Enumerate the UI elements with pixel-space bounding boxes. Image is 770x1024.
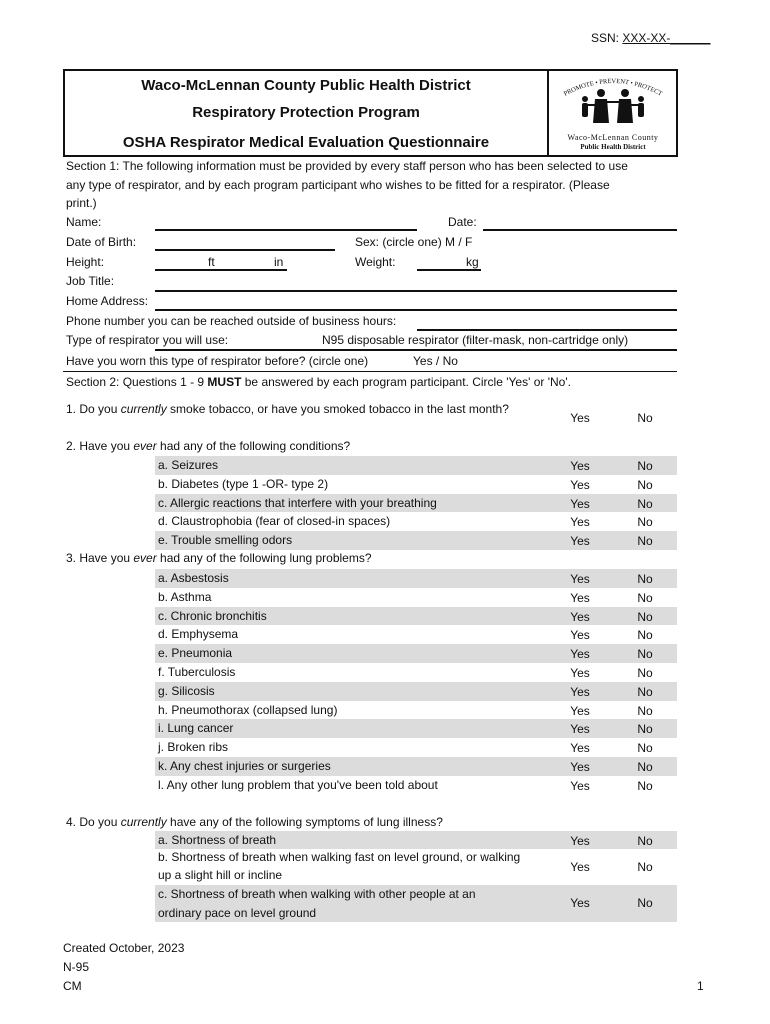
q2-item-1-no[interactable]: No <box>637 477 653 492</box>
name-label: Name: <box>66 215 102 229</box>
job-title-label: Job Title: <box>66 274 115 288</box>
q4-item-c-line2: ordinary pace on level ground <box>158 906 317 920</box>
sex-label: Sex: (circle one) M / F <box>355 235 473 249</box>
q3-item-5-yes[interactable]: Yes <box>570 666 590 680</box>
logo-name: Waco-McLennan County <box>567 133 659 142</box>
q2-item-0-no[interactable]: No <box>637 459 653 473</box>
q2-item-1-yes[interactable]: Yes <box>570 477 590 492</box>
q1-yes[interactable]: Yes <box>570 411 590 425</box>
footer-code: N-95 <box>63 960 90 974</box>
q4c-no[interactable]: No <box>637 896 653 910</box>
q3-item-7: h. Pneumothorax (collapsed lung) <box>158 702 338 717</box>
q2-item-4-yes[interactable]: Yes <box>570 534 590 549</box>
header-divider <box>547 71 549 155</box>
q2-item-0-yes[interactable]: Yes <box>570 459 590 473</box>
q4c-yes[interactable]: Yes <box>570 896 590 910</box>
address-label: Home Address: <box>66 294 149 308</box>
q4a-yes[interactable]: Yes <box>570 834 590 848</box>
org-name: Waco-McLennan County Public Health District <box>141 77 471 94</box>
q3-item-11-yes[interactable]: Yes <box>570 778 590 793</box>
q4b-no[interactable]: No <box>637 860 653 874</box>
q3-item-3-no[interactable]: No <box>637 628 653 643</box>
respirator-type-label: Type of respirator you will use: <box>66 333 229 347</box>
q2-item-2: c. Allergic reactions that interfere with your breathing <box>158 495 437 510</box>
q2-item-3-no[interactable]: No <box>637 515 653 530</box>
q3-item-4-yes[interactable]: Yes <box>570 647 590 662</box>
q3-item-10: k. Any chest injuries or surgeries <box>158 759 331 773</box>
height-in-unit: in <box>274 255 284 269</box>
date-field[interactable] <box>483 229 677 231</box>
q3-item-6-yes[interactable]: Yes <box>570 684 590 699</box>
question-3: 3. Have you ever had any of the following lung problems? <box>66 551 372 565</box>
table-row <box>155 644 677 663</box>
q2-item-4-no[interactable]: No <box>637 534 653 549</box>
section1-intro-line3: print.) <box>66 196 97 210</box>
logo-subname: Public Health District <box>580 143 646 151</box>
q1-no[interactable]: No <box>637 411 653 425</box>
question-2: 2. Have you ever had any of the following conditions? <box>66 439 351 453</box>
q3-item-1-yes[interactable]: Yes <box>570 590 590 605</box>
weight-label: Weight: <box>355 255 396 269</box>
phone-field[interactable] <box>417 329 677 331</box>
q3-item-0-no[interactable]: No <box>637 572 653 586</box>
q3-item-8-yes[interactable]: Yes <box>570 722 590 737</box>
q3-item-8: i. Lung cancer <box>158 721 234 736</box>
dob-label: Date of Birth: <box>66 235 137 249</box>
page-number: 1 <box>697 979 704 993</box>
section2-intro: Section 2: Questions 1 - 9 MUST be answered by each program participant. Circle 'Yes' or 'No'. <box>66 375 571 389</box>
q4-item-b-line2: up a slight hill or incline <box>158 868 283 882</box>
ssn-field <box>591 31 710 45</box>
weight-kg-unit: kg <box>466 255 479 269</box>
respirator-type-value: N95 disposable respirator (filter-mask, non-cartridge only) <box>322 333 629 347</box>
footer-created: Created October, 2023 <box>63 941 185 955</box>
table-row <box>155 569 677 588</box>
q3-item-10-no[interactable]: No <box>637 760 653 774</box>
q2-item-4: e. Trouble smelling odors <box>158 533 293 548</box>
question-4: 4. Do you currently have any of the following symptoms of lung illness? <box>66 815 443 829</box>
svg-text:PROMOTE • PREVENT • PROTECT: PROMOTE • PREVENT • PROTECT <box>562 77 664 98</box>
q3-item-8-no[interactable]: No <box>637 722 653 737</box>
program-name: Respiratory Protection Program <box>192 104 420 121</box>
family-icon <box>551 73 675 131</box>
q3-item-7-no[interactable]: No <box>637 703 653 718</box>
q3-item-4-no[interactable]: No <box>637 647 653 662</box>
section1-intro-line1: Section 1: The following information must be provided by every staff person who has been selected to use <box>66 159 628 173</box>
q3-item-1-no[interactable]: No <box>637 590 653 605</box>
name-field[interactable] <box>155 229 417 231</box>
q3-item-9: j. Broken ribs <box>158 740 229 755</box>
q3-item-10-yes[interactable]: Yes <box>570 760 590 774</box>
q3-item-9-yes[interactable]: Yes <box>570 741 590 756</box>
worn-before-label: Have you worn this type of respirator before? (circle one) <box>66 354 369 368</box>
q2-item-0: a. Seizures <box>158 458 219 472</box>
q3-item-11: l. Any other lung problem that you've been told about <box>158 777 438 792</box>
q3-item-4: e. Pneumonia <box>158 646 233 661</box>
q4b-yes[interactable]: Yes <box>570 860 590 874</box>
phone-label: Phone number you can be reached outside of business hours: <box>66 314 397 328</box>
section1-intro-line2: any type of respirator, and by each program participant who wishes to be fitted for a respirator. (Please <box>66 178 610 192</box>
q3-item-0-yes[interactable]: Yes <box>570 572 590 586</box>
q3-item-6: g. Silicosis <box>158 683 215 698</box>
q3-item-1: b. Asthma <box>158 589 212 604</box>
district-logo <box>551 73 675 153</box>
height-ft-unit: ft <box>208 255 215 269</box>
job-title-field[interactable] <box>155 290 677 292</box>
q2-item-2-no[interactable]: No <box>637 496 653 511</box>
q2-item-2-yes[interactable]: Yes <box>570 496 590 511</box>
q3-item-7-yes[interactable]: Yes <box>570 703 590 718</box>
q3-item-2: c. Chronic bronchitis <box>158 608 267 623</box>
q3-item-5-no[interactable]: No <box>637 666 653 680</box>
weight-field[interactable] <box>417 269 481 271</box>
page-title: OSHA Respirator Medical Evaluation Questionnaire <box>122 134 490 151</box>
q4-item-a: a. Shortness of breath <box>158 833 277 847</box>
q2-item-3: d. Claustrophobia (fear of closed-in spaces) <box>158 514 391 529</box>
q3-item-6-no[interactable]: No <box>637 684 653 699</box>
q4-item-c-line1: c. Shortness of breath when walking with other people at an <box>158 887 476 901</box>
ssn-label: SSN: <box>591 31 620 45</box>
worn-before-options[interactable]: Yes / No <box>413 354 458 368</box>
respirator-type-line <box>155 349 677 351</box>
q3-item-3-yes[interactable]: Yes <box>570 628 590 643</box>
q3-item-11-no[interactable]: No <box>637 778 653 793</box>
footer-initials: CM <box>63 979 82 993</box>
height-field[interactable] <box>155 269 287 271</box>
q4a-no[interactable]: No <box>637 834 653 848</box>
q4-item-b-line1: b. Shortness of breath when walking fast on level ground, or walking <box>158 850 521 864</box>
date-label: Date: <box>448 215 477 229</box>
header-box <box>63 69 678 157</box>
q3-item-2-no[interactable]: No <box>637 609 653 624</box>
q3-item-5: f. Tuberculosis <box>158 665 236 679</box>
q3-item-9-no[interactable]: No <box>637 741 653 756</box>
table-row <box>155 456 677 475</box>
address-field[interactable] <box>155 309 677 311</box>
q3-item-3: d. Emphysema <box>158 627 239 642</box>
q3-item-0: a. Asbestosis <box>158 571 229 585</box>
height-label: Height: <box>66 255 105 269</box>
q3-item-2-yes[interactable]: Yes <box>570 609 590 624</box>
table-row <box>155 682 677 701</box>
section-divider <box>63 371 677 372</box>
dob-field[interactable] <box>155 249 335 251</box>
ssn-value: XXX-XX-______ <box>622 31 711 45</box>
q2-item-1: b. Diabetes (type 1 -OR- type 2) <box>158 476 329 491</box>
q2-item-3-yes[interactable]: Yes <box>570 515 590 530</box>
question-1: 1. Do you currently smoke tobacco, or have you smoked tobacco in the last month? <box>66 402 509 416</box>
